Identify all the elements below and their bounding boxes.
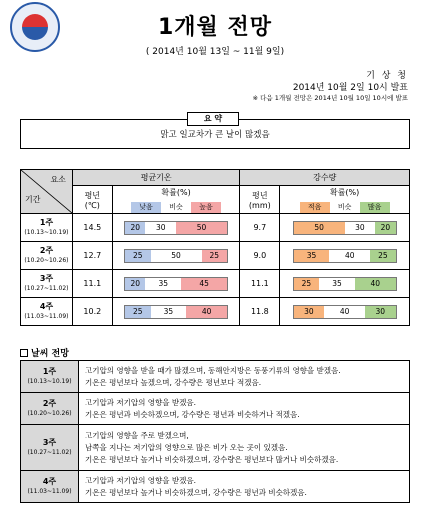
week-cell: 4주 (11.03~11.09) xyxy=(21,471,79,503)
temp-prob-cell xyxy=(112,214,240,242)
outlook-line: 고기압의 영향을 주로 받겠으며, xyxy=(85,430,189,440)
week-cell: 1주 (10.13~10.19) xyxy=(21,214,73,242)
temp-normal-cell: 12.7 xyxy=(72,242,112,270)
temp-normal-cell: 14.5 xyxy=(72,214,112,242)
probability-segment: 50 xyxy=(176,222,227,234)
legend-item: 낮음 xyxy=(131,202,161,213)
temp-prob-cell xyxy=(112,270,240,298)
precip-header: 강수량 xyxy=(240,170,410,186)
temp-header: 평균기온 xyxy=(72,170,240,186)
outlook-line: 기온은 평년과 비슷하겠으며, 강수량은 평년과 비슷하거나 적겠음. xyxy=(85,409,300,419)
temp-legend xyxy=(113,202,240,213)
summary-text: 맑고 일교차가 큰 날이 많겠음 xyxy=(160,130,270,140)
outlook-line: 남쪽을 지나는 저기압의 영향으로 많은 비가 오는 곳이 있겠음. xyxy=(85,442,288,452)
temp-prob-cell xyxy=(112,298,240,326)
probability-segment: 20 xyxy=(375,222,395,234)
probability-segment: 30 xyxy=(294,306,325,318)
issue-date: 2014년 10월 2일 10시 발표 xyxy=(292,83,408,93)
legend-item: 적음 xyxy=(300,202,330,213)
probability-bar xyxy=(293,305,397,319)
outlook-line: 고기압의 영향을 받을 때가 많겠으며, 동해안지방은 동풍기류의 영향을 받겠음. xyxy=(85,365,341,375)
table-row xyxy=(21,471,410,503)
weather-table xyxy=(20,360,410,503)
probability-bar xyxy=(124,221,228,235)
probability-segment: 25 xyxy=(202,250,228,262)
precip-prob-cell xyxy=(280,214,410,242)
probability-segment: 40 xyxy=(324,306,365,318)
week-cell: 2주 (10.20~10.26) xyxy=(21,393,79,425)
outlook-text xyxy=(79,425,410,471)
week-cell: 4주 (11.03~11.09) xyxy=(21,298,73,326)
probability-segment: 35 xyxy=(294,250,330,262)
outlook-line: 고기압과 저기압의 영향을 받겠음. xyxy=(85,397,196,407)
table-row xyxy=(21,270,410,298)
outlook-text xyxy=(79,361,410,393)
outlook-text xyxy=(79,471,410,503)
corner-period-label: 기간 xyxy=(25,195,41,204)
probability-segment: 45 xyxy=(181,278,227,290)
precip-prob-cell xyxy=(280,270,410,298)
probability-bar xyxy=(124,249,228,263)
probability-segment: 35 xyxy=(319,278,355,290)
precip-prob-cell xyxy=(280,242,410,270)
table-row xyxy=(21,242,410,270)
forecast-period: ( 2014년 10월 13일 ~ 11월 9일) xyxy=(145,47,285,57)
outlook-line: 기온은 평년보다 높거나 비슷하겠으며, 강수량은 평년과 비슷하겠음. xyxy=(85,487,307,497)
agency-name: 기 상 청 xyxy=(366,71,408,81)
table-row xyxy=(21,361,410,393)
week-cell: 3주 (10.27~11.02) xyxy=(21,425,79,471)
page-title: 1개월 전망 xyxy=(158,15,272,40)
summary-label: 요 약 xyxy=(187,112,239,126)
probability-bar xyxy=(124,277,228,291)
probability-segment: 50 xyxy=(294,222,345,234)
probability-bar xyxy=(293,249,397,263)
temp-normal-cell: 10.2 xyxy=(72,298,112,326)
next-issue-note: ※ 다음 1개월 전망은 2014년 10월 10일 10시에 발표 xyxy=(252,94,408,102)
probability-segment: 35 xyxy=(151,306,187,318)
precip-normal-cell: 9.7 xyxy=(240,214,280,242)
probability-segment: 25 xyxy=(294,278,320,290)
precip-normal-cell: 11.8 xyxy=(240,298,280,326)
probability-segment: 40 xyxy=(355,278,396,290)
probability-bar xyxy=(293,277,397,291)
probability-segment: 20 xyxy=(125,222,145,234)
precip-normal-cell: 11.1 xyxy=(240,270,280,298)
table-row xyxy=(21,214,410,242)
probability-segment: 30 xyxy=(345,222,376,234)
precip-normal-cell: 9.0 xyxy=(240,242,280,270)
week-cell: 3주 (10.27~11.02) xyxy=(21,270,73,298)
table-row xyxy=(21,425,410,471)
probability-segment: 25 xyxy=(370,250,396,262)
outlook-text xyxy=(79,393,410,425)
legend-item: 높음 xyxy=(191,202,221,213)
outlook-line: 기온은 평년보다 높겠으며, 강수량은 평년보다 적겠음. xyxy=(85,377,262,387)
probability-segment: 20 xyxy=(125,278,145,290)
forecast-table xyxy=(20,169,410,326)
precip-normal-header: 평년 (mm) xyxy=(240,186,280,214)
probability-segment: 40 xyxy=(186,306,227,318)
precip-prob-cell xyxy=(280,298,410,326)
probability-segment: 40 xyxy=(329,250,370,262)
legend-item: 많음 xyxy=(360,202,390,213)
probability-segment: 50 xyxy=(151,250,202,262)
corner-element-label: 요소 xyxy=(50,175,66,184)
legend-item: 비슷 xyxy=(161,202,191,213)
probability-segment: 25 xyxy=(125,250,151,262)
probability-bar xyxy=(293,221,397,235)
probability-bar xyxy=(124,305,228,319)
temp-prob-cell xyxy=(112,242,240,270)
table-row xyxy=(21,393,410,425)
week-cell: 2주 (10.20~10.26) xyxy=(21,242,73,270)
temp-normal-header: 평년 (℃) xyxy=(72,186,112,214)
precip-legend xyxy=(280,202,409,213)
probability-segment: 25 xyxy=(125,306,151,318)
precip-prob-header: 확률(%) 적음 비슷 많음 xyxy=(280,186,410,214)
table-row xyxy=(21,298,410,326)
outlook-line: 기온은 평년보다 높거나 비슷하겠으며, 강수량은 평년보다 많거나 비슷하겠음. xyxy=(85,454,339,464)
temp-prob-header: 확률(%) 낮음 비슷 높음 xyxy=(112,186,240,214)
probability-segment: 35 xyxy=(145,278,181,290)
temp-normal-cell: 11.1 xyxy=(72,270,112,298)
square-bullet-icon xyxy=(20,349,28,357)
probability-segment: 30 xyxy=(145,222,176,234)
table-corner xyxy=(21,170,73,214)
outlook-line: 고기압과 저기압의 영향을 받겠음. xyxy=(85,475,196,485)
legend-item: 비슷 xyxy=(330,202,360,213)
week-cell: 1주 (10.13~10.19) xyxy=(21,361,79,393)
weather-section-title: 날씨 전망 xyxy=(20,346,69,359)
probability-segment: 30 xyxy=(365,306,396,318)
